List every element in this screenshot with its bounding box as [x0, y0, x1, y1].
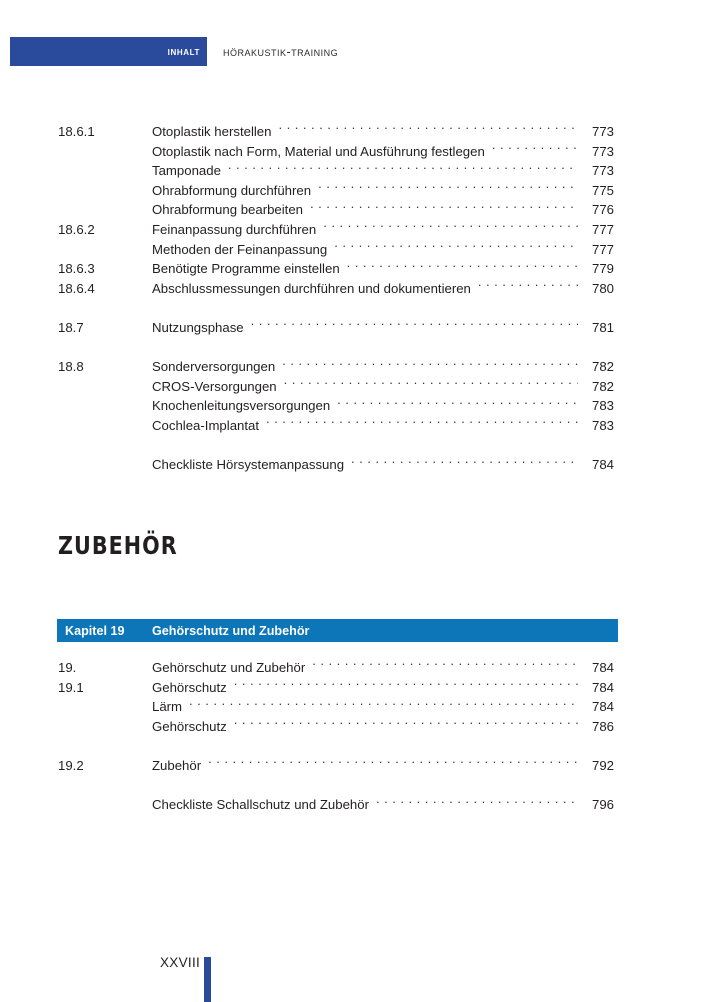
toc-page-number: 776: [591, 202, 614, 218]
toc-row[interactable]: [58, 697, 614, 717]
toc-page-number: 773: [591, 124, 614, 139]
toc-row[interactable]: [58, 318, 614, 338]
toc-section-number: 18.6.1: [58, 124, 95, 139]
toc-section-number: 19.: [58, 660, 77, 675]
toc-row[interactable]: [58, 795, 614, 815]
toc-entry-title: Nutzungsphase: [152, 319, 244, 335]
toc-dot-leader: [234, 718, 578, 731]
toc-dot-leader: [234, 679, 578, 692]
toc-page-number: 779: [591, 261, 614, 277]
toc-entry-title: Checkliste Schallschutz und Zubehör: [152, 797, 369, 813]
toc-entry-title: Gehörschutz: [152, 679, 227, 695]
toc-entry-title: Otoplastik nach Form, Material und Ausführung festlegen: [152, 143, 485, 159]
toc-dot-leader: [282, 358, 578, 371]
toc-entry-title: Otoplastik herstellen: [152, 124, 272, 139]
toc-dot-leader: [376, 796, 578, 809]
toc-dot-leader: [323, 221, 578, 234]
toc-entry-title: Gehörschutz: [152, 718, 227, 734]
toc-entry-title: Lärm: [152, 699, 183, 715]
toc-dot-leader: [318, 182, 578, 195]
toc-entry-title: Cochlea-Implantat: [152, 417, 260, 433]
toc-row[interactable]: [58, 122, 614, 142]
toc-dot-leader: [228, 162, 578, 175]
toc-row[interactable]: [58, 396, 614, 416]
toc-dot-leader: [337, 397, 578, 410]
toc-entry-title: Gehörschutz und Zubehör: [152, 660, 306, 675]
toc-dot-leader: [492, 143, 578, 156]
toc-page-number: 777: [591, 221, 614, 237]
toc-section-number: 18.6.4: [58, 280, 95, 296]
toc-dot-leader: [189, 698, 578, 711]
toc-row[interactable]: [58, 678, 614, 698]
toc-row[interactable]: [58, 416, 614, 436]
toc-section-18: [58, 122, 614, 475]
toc-entry-title: Feinanpassung durchführen: [152, 221, 317, 237]
toc-row[interactable]: [58, 377, 614, 397]
toc-page-number: 773: [591, 143, 614, 159]
toc-dot-leader: [334, 241, 578, 254]
toc-section-number: 19.2: [58, 757, 84, 773]
toc-section-number: 19.1: [58, 679, 84, 695]
toc-page-number: 784: [591, 679, 614, 695]
toc-page-number: 777: [591, 241, 614, 257]
toc-page-number: 773: [591, 163, 614, 179]
toc-entry-title: Ohrabformung bearbeiten: [152, 202, 304, 218]
toc-entry-title: Sonderversorgungen: [152, 359, 276, 375]
chapter-band: [57, 619, 618, 642]
toc-row[interactable]: [58, 658, 614, 678]
toc-dot-leader: [208, 757, 578, 770]
toc-entry-title: Tamponade: [152, 163, 221, 179]
part-title: ZUBEHÖR: [58, 531, 178, 560]
toc-page-number: 782: [591, 378, 614, 394]
toc-dot-leader: [251, 319, 578, 332]
toc-row[interactable]: [58, 279, 614, 299]
toc-section-number: 18.7: [58, 319, 84, 335]
toc-dot-leader: [266, 417, 578, 430]
header-band-label: inhalt: [167, 45, 200, 58]
toc-entry-title: Methoden der Feinanpassung: [152, 241, 328, 257]
toc-row[interactable]: [58, 161, 614, 181]
toc-section-number: 18.8: [58, 359, 84, 375]
chapter-band-number: Kapitel 19: [65, 623, 125, 638]
toc-page-number: 781: [591, 319, 614, 335]
toc-page-number: 792: [591, 757, 614, 773]
toc-page-number: 783: [591, 398, 614, 414]
toc-entry-title: Benötigte Programme einstellen: [152, 261, 340, 277]
toc-dot-leader: [478, 280, 578, 293]
header-band: [10, 37, 207, 66]
toc-row[interactable]: [58, 220, 614, 240]
toc-section-number: 18.6.3: [58, 261, 95, 277]
toc-row[interactable]: [58, 259, 614, 279]
toc-row[interactable]: [58, 200, 614, 220]
toc-page-number: 784: [591, 699, 614, 715]
toc-page-number: 784: [591, 660, 614, 675]
toc-page-number: 775: [591, 182, 614, 198]
toc-page-number: 782: [591, 359, 614, 375]
toc-dot-leader: [278, 123, 578, 136]
folio-number: XXVIII: [160, 955, 201, 970]
toc-entry-title: Zubehör: [152, 757, 202, 773]
running-header: [0, 37, 707, 66]
toc-row[interactable]: [58, 142, 614, 162]
toc-page-number: 784: [591, 457, 614, 473]
toc-page-number: 783: [591, 417, 614, 433]
toc-entry-title: Ohrabformung durchführen: [152, 182, 312, 198]
chapter-band-title: Gehörschutz und Zubehör: [152, 623, 310, 638]
toc-dot-leader: [310, 201, 578, 214]
toc-section-19: [58, 658, 614, 815]
toc-page-number: 780: [591, 280, 614, 296]
toc-row[interactable]: [58, 357, 614, 377]
toc-row[interactable]: [58, 181, 614, 201]
folio-rule: [204, 957, 211, 1002]
toc-dot-leader: [312, 659, 578, 672]
toc-page-number: 796: [591, 797, 614, 813]
toc-page-number: 786: [591, 718, 614, 734]
toc-dot-leader: [284, 378, 578, 391]
toc-dot-leader: [347, 260, 578, 273]
book-title: hörakustik-training: [223, 44, 339, 59]
toc-entry-title: Abschlussmessungen durchführen und dokumentieren: [152, 280, 471, 296]
page-footer: [0, 955, 707, 1000]
toc-dot-leader: [351, 456, 578, 469]
toc-entry-title: Knochenleitungsversorgungen: [152, 398, 331, 414]
toc-row[interactable]: [58, 717, 614, 737]
toc-row[interactable]: [58, 240, 614, 260]
toc-entry-title: Checkliste Hörsystemanpassung: [152, 457, 345, 473]
toc-section-number: 18.6.2: [58, 221, 95, 237]
toc-entry-title: CROS-Versorgungen: [152, 378, 277, 394]
toc-row[interactable]: [58, 455, 614, 475]
toc-row[interactable]: [58, 756, 614, 776]
